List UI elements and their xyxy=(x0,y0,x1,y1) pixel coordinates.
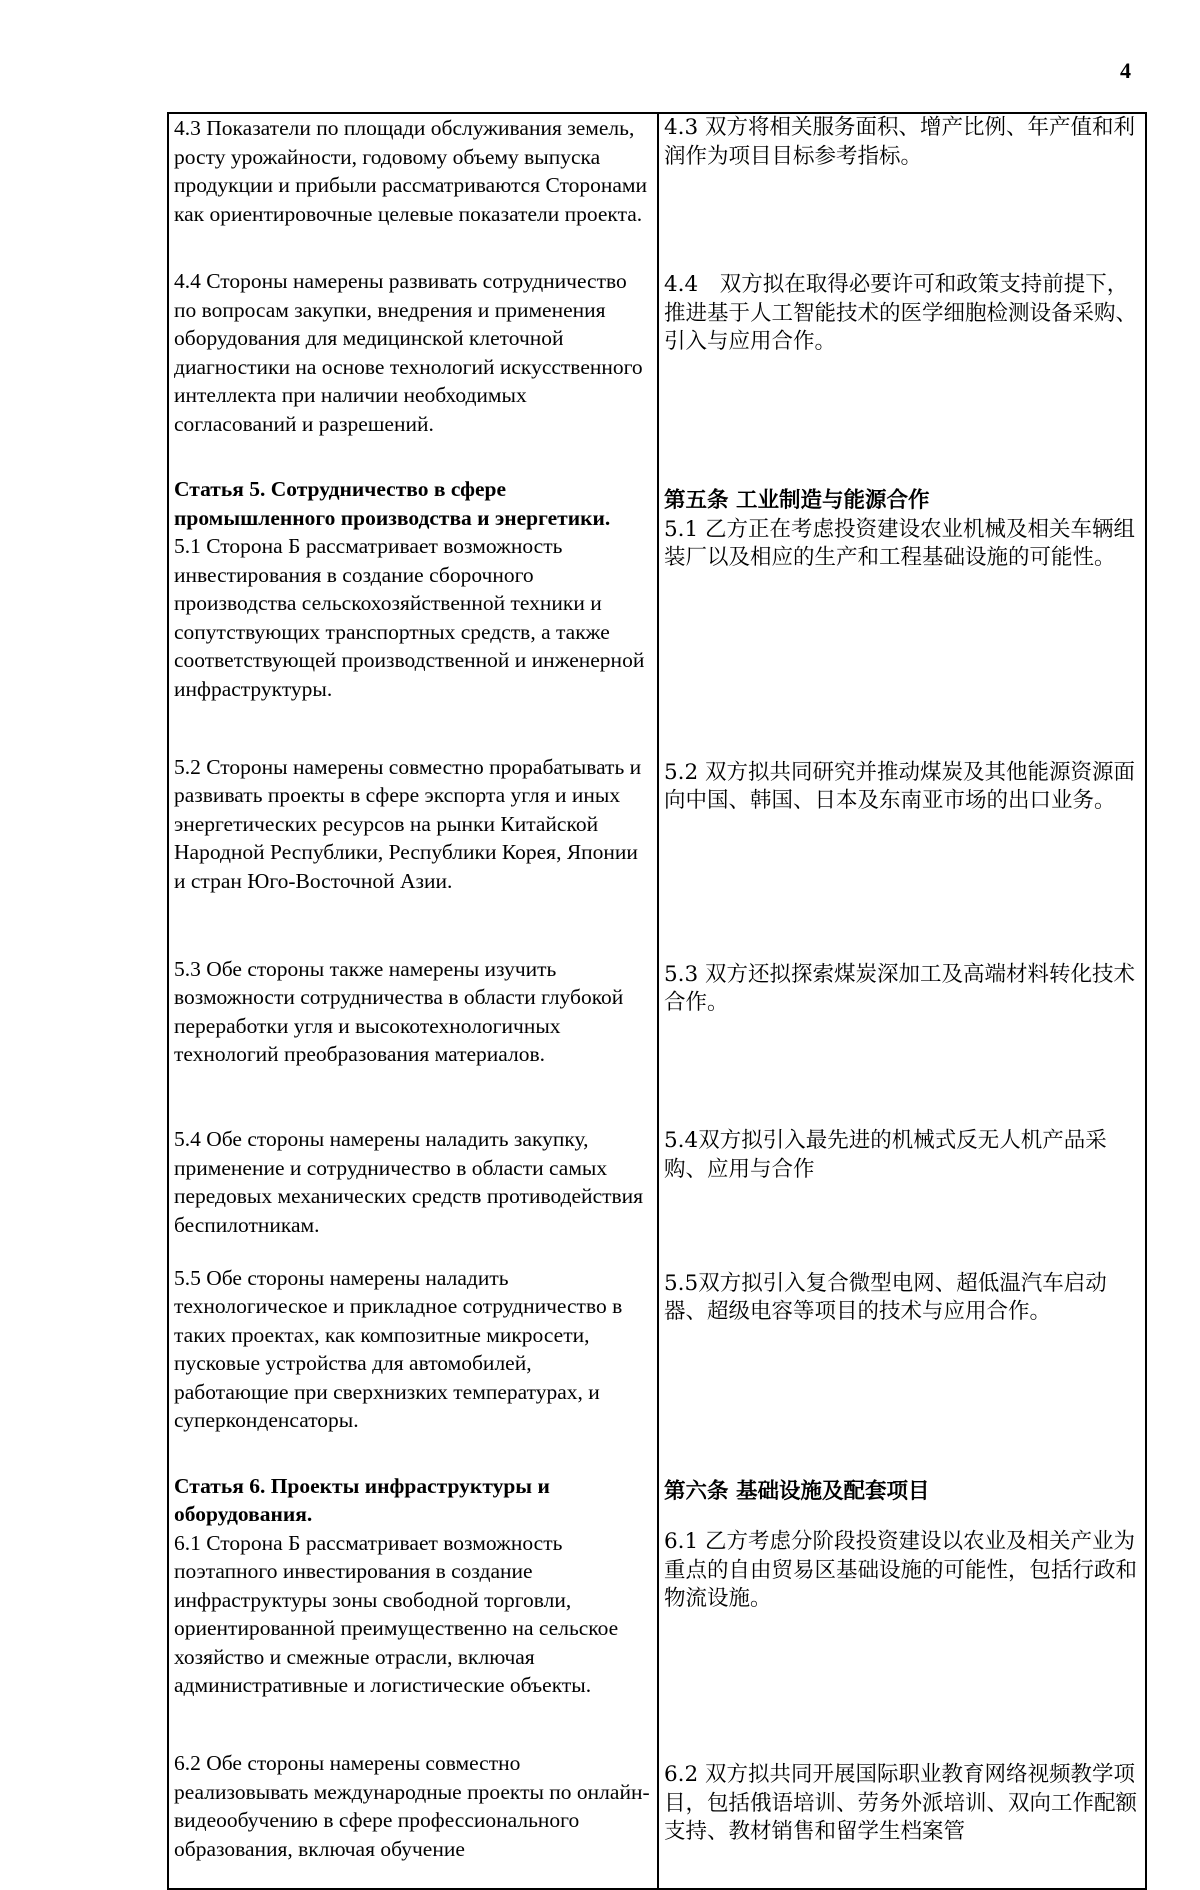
table-row xyxy=(168,753,1146,955)
ru-paragraph: 5.4 Обе стороны намерены наладить закупку, применение и сотрудничество в области самых передовых механических средств противодействия беспилотникам. xyxy=(174,1127,644,1237)
zh-cell xyxy=(658,1125,1146,1264)
table-row xyxy=(168,475,1146,752)
ru-paragraph: 6.2 Обе стороны намерены совместно реализовывать международные проекты по онлайн-видеообучению в сфере профессионального образования, включая обучение xyxy=(174,1751,650,1861)
table-row xyxy=(168,955,1146,1125)
zh-paragraph: 5.2 双方拟共同研究并推动煤炭及其他能源资源面向中国、韩国、日本及东南亚市场的出口业务。 xyxy=(664,759,1136,814)
table-row xyxy=(168,1472,1146,1749)
ru-cell xyxy=(168,267,658,475)
zh-paragraph: 4.3 双方将相关服务面积、增产比例、年产值和利润作为项目目标参考指标。 xyxy=(664,115,1136,169)
table-row xyxy=(168,1749,1146,1889)
zh-cell xyxy=(658,1472,1146,1749)
ru-cell xyxy=(168,1749,658,1889)
bilingual-table xyxy=(167,112,1147,1890)
zh-paragraph: 4.4 双方拟在取得必要许可和政策支持前提下，推进基于人工智能技术的医学细胞检测设备采购、引入与应用合作。 xyxy=(664,272,1138,355)
ru-paragraph: 4.3 Показатели по площади обслуживания земель, росту урожайности, годовому объему выпуска продукции и прибыли рассматриваются Сторонами как ориентировочные целевые показатели проекта. xyxy=(174,116,648,226)
zh-paragraph: 5.5双方拟引入复合微型电网、超低温汽车启动器、超级电容等项目的技术与应用合作。 xyxy=(664,1270,1107,1325)
ru-cell xyxy=(168,753,658,955)
zh-paragraph: 6.1 乙方考虑分阶段投资建设以农业及相关产业为重点的自由贸易区基础设施的可能性，包括行政和物流设施。 xyxy=(664,1529,1138,1612)
ru-paragraph: 6.1 Сторона Б рассматривает возможность поэтапного инвестирования в создание инфраструктуры зоны свободной торговли, ориентированной преимущественно на сельское хозяйство и смежные отрасли, включая административные и логистические объекты. xyxy=(174,1530,619,1698)
ru-article-heading: Статья 5. Сотрудничество в сфере промышленного производства и энергетики. xyxy=(174,477,611,530)
ru-paragraph: 5.2 Стороны намерены совместно прорабатывать и развивать проекты в сфере экспорта угля и иных энергетических ресурсов на рынки Китайской Народной Республики, Республики Корея, Японии и стран Юго-Восточной Азии. xyxy=(174,754,642,893)
ru-paragraph: 4.4 Стороны намерены развивать сотрудничество по вопросам закупки, внедрения и применения оборудования для медицинской клеточной диагностики на основе технологий искусственного интеллекта при наличии необходимых согласований и разрешений. xyxy=(174,269,643,436)
ru-paragraph: 5.5 Обе стороны намерены наладить технологическое и прикладное сотрудничество в таких проектах, как композитные микросети, пусковые устройства для автомобилей, работающие при сверхнизких температурах, и суперконденсаторы. xyxy=(174,1265,623,1433)
zh-paragraph: 5.1 乙方正在考虑投资建设农业机械及相关车辆组装厂以及相应的生产和工程基础设施的可能性。 xyxy=(664,516,1136,571)
zh-cell xyxy=(658,1749,1146,1889)
table-row xyxy=(168,1264,1146,1472)
table-row xyxy=(168,1125,1146,1264)
ru-cell xyxy=(168,1125,658,1264)
page-number: 4 xyxy=(1120,58,1131,83)
ru-cell xyxy=(168,1264,658,1472)
zh-cell xyxy=(658,955,1146,1125)
zh-article-heading: 第五条 工业制造与能源合作 xyxy=(664,488,930,514)
ru-cell xyxy=(168,475,658,752)
zh-cell xyxy=(658,475,1146,752)
zh-paragraph: 6.2 双方拟共同开展国际职业教育网络视频教学项目，包括俄语培训、劳务外派培训、双向工作配额支持、教材销售和留学生档案管 xyxy=(664,1762,1138,1845)
ru-cell xyxy=(168,1472,658,1749)
table-row xyxy=(168,267,1146,475)
zh-cell xyxy=(658,1264,1146,1472)
zh-paragraph: 5.4双方拟引入最先进的机械式反无人机产品采购、应用与合作 xyxy=(664,1128,1107,1182)
ru-paragraph: 5.1 Сторона Б рассматривает возможность инвестирования в создание сборочного производства сельскохозяйственной техники и сопутствующих транспортных средств, а также соответствующей производственной и инженерной инфраструктуры. xyxy=(174,534,645,701)
zh-cell xyxy=(658,753,1146,955)
ru-paragraph: 5.3 Обе стороны также намерены изучить возможности сотрудничества в области глубокой переработки угля и высокотехнологичных технологий преобразования материалов. xyxy=(174,956,624,1067)
zh-cell xyxy=(658,113,1146,267)
table-row xyxy=(168,113,1146,267)
ru-cell xyxy=(168,955,658,1125)
zh-paragraph: 5.3 双方还拟探索煤炭深加工及高端材料转化技术合作。 xyxy=(664,961,1136,1016)
ru-article-heading: Статья 6. Проекты инфраструктуры и оборудования. xyxy=(174,1473,550,1527)
zh-article-heading: 第六条 基础设施及配套项目 xyxy=(664,1478,930,1504)
zh-cell xyxy=(658,267,1146,475)
ru-cell xyxy=(168,113,658,267)
